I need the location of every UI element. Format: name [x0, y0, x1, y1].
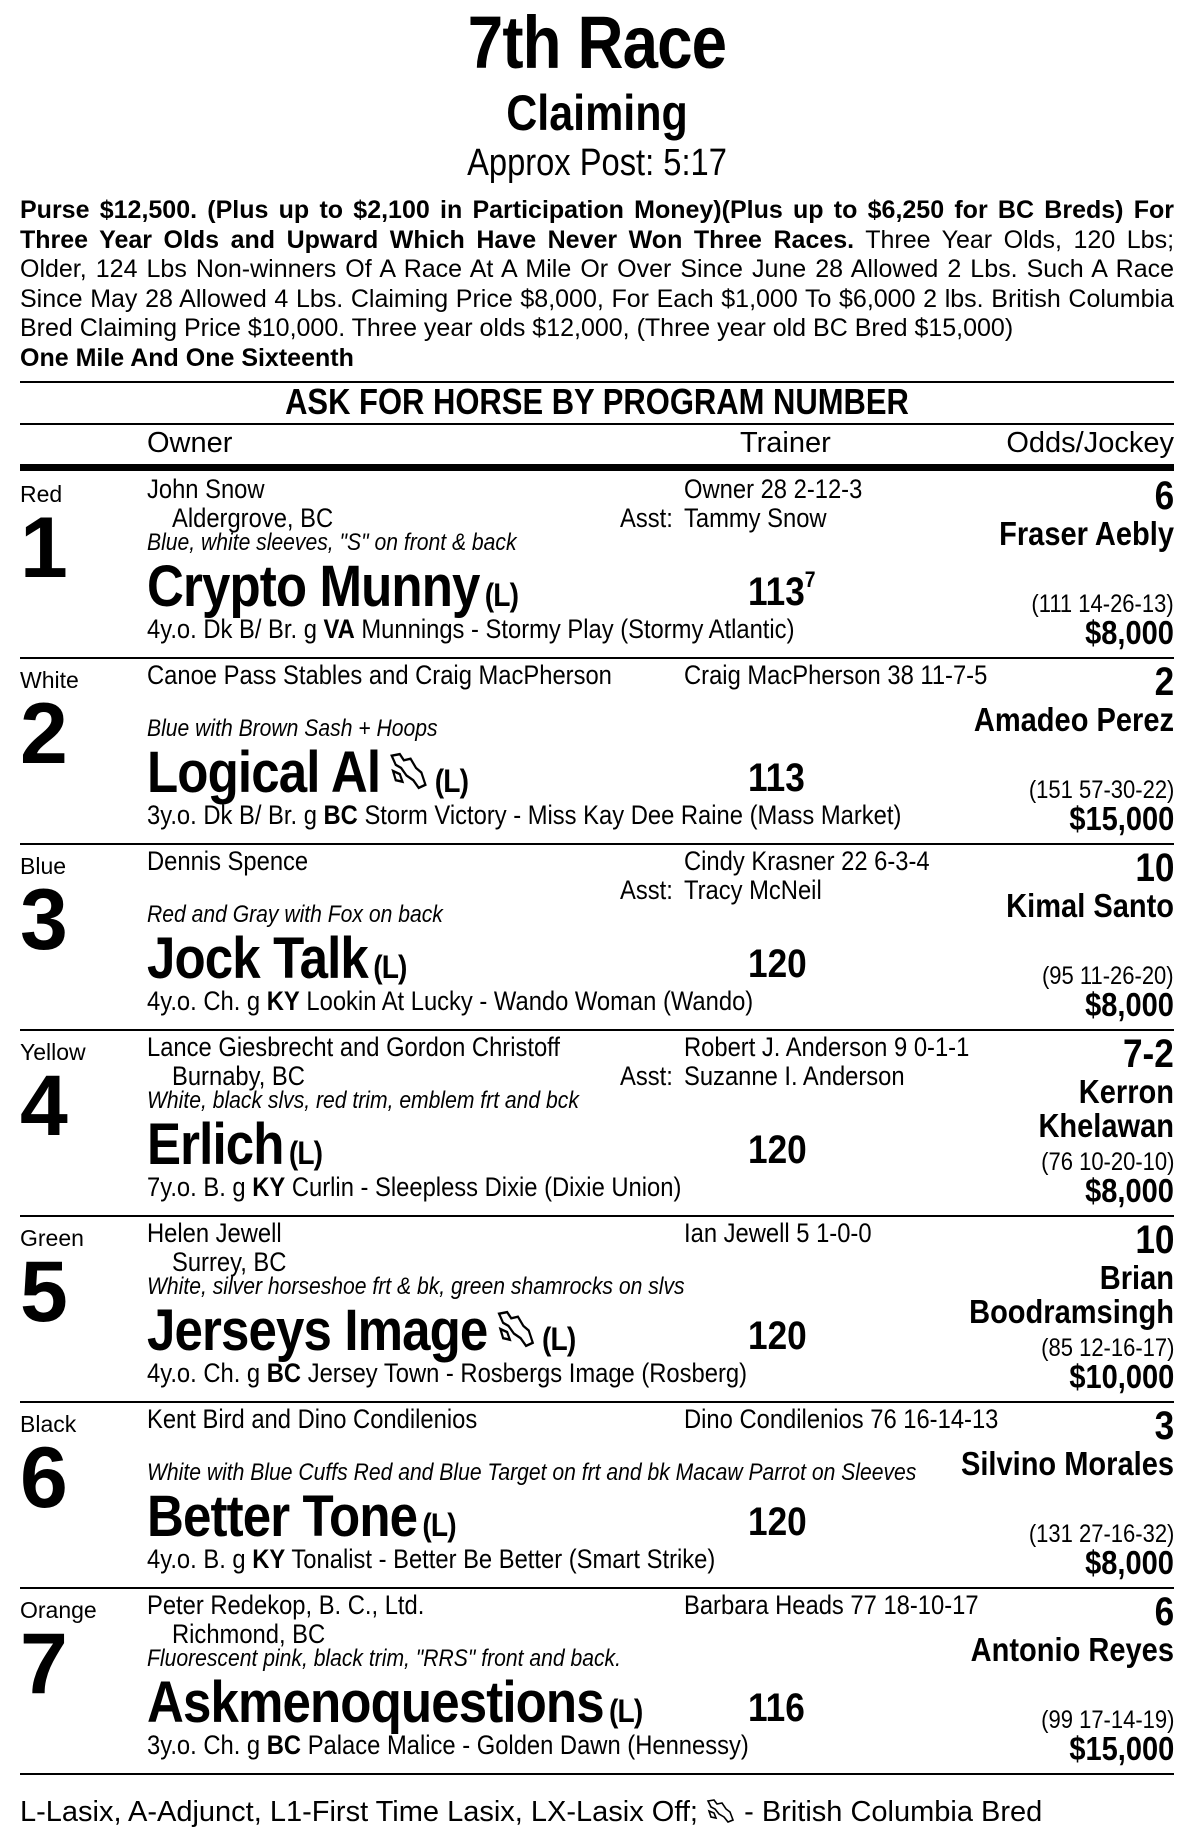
conditions-bold: Purse $12,500. (Plus up to $2,100 in Participation Money)(Plus up to $6,250 for BC Breds) For Three Year Olds and Upward Which Have Never Won Three Races. [20, 196, 1174, 254]
morning-line-odds: 10 [1134, 846, 1174, 890]
asst-label: Asst: [620, 503, 673, 533]
entry-row-3 [20, 843, 1174, 1029]
lasix-indicator: (L) [373, 949, 407, 985]
sire-dam: Lookin At Lucky - Wando Woman (Wando) [306, 986, 754, 1016]
sire-dam: Palace Malice - Golden Dawn (Hennessy) [307, 1730, 749, 1760]
jockey-name: Amadeo Perez [973, 701, 1174, 738]
silks-description: White, silver horseshoe frt & bk, green shamrocks on slvs [147, 1273, 685, 1300]
weight-value: 113 [748, 570, 805, 614]
race-type: Claiming [506, 85, 688, 141]
jockey-name: Antonio Reyes [970, 1631, 1174, 1668]
horse-name: Logical Al [147, 740, 381, 805]
sire-dam: Jersey Town - Rosbergs Image (Rosberg) [307, 1358, 747, 1388]
owner-name: John Snow [147, 474, 265, 504]
program-number: 3 [20, 872, 68, 968]
jockey-name: Silvino Morales [960, 1445, 1174, 1482]
owner-name: Canoe Pass Stables and Craig MacPherson [147, 660, 612, 690]
owner-location: Burnaby, BC [172, 1061, 305, 1091]
footer-legend [20, 1796, 1042, 1829]
trainer-column-header: Trainer [740, 427, 831, 459]
age-sex: 4y.o. Ch. g [147, 986, 261, 1016]
morning-line-odds: 7-2 [1123, 1032, 1174, 1076]
lasix-indicator: (L) [541, 1321, 576, 1357]
claiming-price: $15,000 [1069, 800, 1174, 837]
claiming-price: $8,000 [1085, 614, 1174, 651]
silks-description: Blue with Brown Sash + Hoops [147, 715, 438, 742]
pedigree [147, 986, 753, 1017]
entry-row-2 [20, 657, 1174, 843]
entry-row-4 [20, 1029, 1174, 1215]
weight [748, 753, 805, 801]
pedigree [147, 1172, 681, 1203]
age-sex: 4y.o. Dk B/ Br. g [147, 614, 317, 644]
bc-bred-icon [496, 1308, 536, 1350]
program-number: 6 [20, 1430, 68, 1526]
entry-row-6 [20, 1401, 1174, 1587]
silks-description: White with Blue Cuffs Red and Blue Target on frt and bk Macaw Parrot on Sleeves [147, 1459, 917, 1486]
owner-name: Peter Redekop, B. C., Ltd. [147, 1590, 425, 1620]
saddlecloth-color: Red [20, 481, 63, 507]
jockey-stats: (85 12-16-17) [1040, 1334, 1174, 1362]
sire-dam: Storm Victory - Miss Kay Dee Raine (Mass Market) [364, 800, 902, 830]
race-program-page [20, 0, 1174, 1831]
entry-row-5 [20, 1215, 1174, 1401]
foaling-state: BC [266, 1358, 302, 1388]
foaling-state: BC [323, 800, 358, 830]
horse-name-line [147, 739, 468, 806]
asst-label: Asst: [620, 1061, 673, 1091]
trainer-name: Cindy Krasner 22 6-3-4 [684, 846, 930, 876]
lasix-indicator: (L) [422, 1507, 456, 1543]
weight-value: 113 [748, 756, 805, 800]
claiming-price: $10,000 [1069, 1358, 1174, 1395]
weight [748, 1125, 807, 1173]
program-number: 1 [20, 500, 68, 596]
saddlecloth-color: Green [20, 1225, 84, 1251]
weight [748, 567, 816, 615]
trainer-name: Ian Jewell 5 1-0-0 [684, 1218, 872, 1248]
jockey-stats: (131 27-16-32) [1028, 1520, 1174, 1548]
foaling-state: KY [266, 986, 300, 1016]
asst-label: Asst: [620, 875, 673, 905]
horse-name-line [147, 1483, 456, 1550]
pedigree [147, 1544, 715, 1575]
jockey-stats: (151 57-30-22) [1028, 776, 1174, 804]
horse-name-line [147, 553, 518, 620]
age-sex: 3y.o. Ch. g [147, 1730, 261, 1760]
weight-value: 120 [748, 1500, 807, 1544]
jockey-stats: (95 11-26-20) [1042, 962, 1174, 990]
age-sex: 7y.o. B. g [147, 1172, 246, 1202]
owner-name: Lance Giesbrecht and Gordon Christoff [147, 1032, 560, 1062]
weight-value: 120 [748, 1128, 807, 1172]
pedigree [147, 1730, 749, 1761]
horse-name: Askmenoquestions [147, 1670, 604, 1735]
horse-name: Erlich [147, 1112, 284, 1177]
morning-line-odds: 2 [1154, 660, 1174, 704]
claiming-price: $8,000 [1085, 1172, 1174, 1209]
horse-name: Jock Talk [147, 926, 368, 991]
jockey-name: Fraser Aebly [999, 515, 1174, 552]
owner-name: Kent Bird and Dino Condilenios [147, 1404, 478, 1434]
trainer-name: Craig MacPherson 38 11-7-5 [684, 660, 988, 690]
saddlecloth-color: Yellow [20, 1039, 86, 1065]
owner-location: Surrey, BC [172, 1247, 287, 1277]
jockey-stats: (99 17-14-19) [1040, 1706, 1174, 1734]
owner-location: Aldergrove, BC [172, 503, 334, 533]
race-title: 7th Race [467, 1, 727, 84]
program-number: 7 [20, 1616, 68, 1712]
jockey-stats: (111 14-26-13) [1031, 590, 1174, 618]
weight-value: 116 [748, 1686, 805, 1730]
header-thick-rule [20, 464, 1174, 471]
foaling-state: KY [252, 1172, 286, 1202]
legend-text: L-Lasix, A-Adjunct, L1-First Time Lasix, LX-Lasix Off; [20, 1796, 698, 1828]
silks-description: Fluorescent pink, black trim, "RRS" front and back. [147, 1645, 621, 1672]
weight [748, 1497, 807, 1545]
silks-description: White, black slvs, red trim, emblem frt and bck [147, 1087, 579, 1114]
horse-name: Crypto Munny [147, 554, 480, 619]
divider [20, 423, 1174, 425]
legend-bc-text: - British Columbia Bred [744, 1796, 1043, 1828]
age-sex: 3y.o. Dk B/ Br. g [147, 800, 317, 830]
conditions-normal: Three Year Olds, 120 Lbs; Older, 124 Lbs Non-winners Of A Race At A Mile Or Over Since June 28 Allowed 2 Lbs. Such A Race Since May 28 Allowed 4 Lbs. Claiming Price $8,000, For Each $1,000 To $6,000 2 lbs. British Columbia Bred Claiming Price $10,000. Three year olds $12,000, (Three year old BC Bred $15,000) [20, 225, 1175, 342]
saddlecloth-color: White [20, 667, 79, 693]
owner-name: Helen Jewell [147, 1218, 282, 1248]
pedigree [147, 1358, 747, 1389]
race-distance: One Mile And One Sixteenth [20, 343, 354, 372]
owner-name: Dennis Spence [147, 846, 309, 876]
pedigree [147, 614, 794, 645]
saddlecloth-color: Black [20, 1411, 77, 1437]
sire-dam: Tonalist - Better Be Better (Smart Strike) [291, 1544, 716, 1574]
foaling-state: BC [266, 1730, 302, 1760]
trainer-name: Dino Condilenios 76 16-14-13 [684, 1404, 999, 1434]
pedigree [147, 800, 901, 831]
foaling-state: VA [323, 614, 355, 644]
assistant-trainer: Suzanne I. Anderson [684, 1061, 905, 1091]
horse-name-line [147, 925, 407, 992]
weight [748, 1683, 805, 1731]
program-number: 4 [20, 1058, 68, 1154]
trainer-name: Owner 28 2-12-3 [684, 474, 863, 504]
trainer-name: Robert J. Anderson 9 0-1-1 [684, 1032, 970, 1062]
lasix-indicator: (L) [484, 577, 519, 613]
jockey-name: Kerron Khelawan [1038, 1073, 1174, 1144]
weight-value: 120 [748, 942, 807, 986]
horse-name: Jerseys Image [147, 1298, 488, 1363]
lasix-indicator: (L) [434, 763, 469, 799]
saddlecloth-color: Orange [20, 1597, 97, 1623]
sire-dam: Curlin - Sleepless Dixie (Dixie Union) [291, 1172, 682, 1202]
jockey-stats: (76 10-20-10) [1040, 1148, 1174, 1176]
claiming-price: $15,000 [1069, 1730, 1174, 1767]
morning-line-odds: 10 [1134, 1218, 1174, 1262]
program-number: 5 [20, 1244, 68, 1340]
sire-dam: Munnings - Stormy Play (Stormy Atlantic) [361, 614, 795, 644]
lasix-indicator: (L) [609, 1693, 643, 1729]
foaling-state: KY [252, 1544, 286, 1574]
program-number: 2 [20, 686, 68, 782]
claiming-price: $8,000 [1085, 986, 1174, 1023]
lasix-indicator: (L) [288, 1135, 323, 1171]
trainer-name: Barbara Heads 77 18-10-17 [684, 1590, 979, 1620]
horse-name: Better Tone [147, 1484, 418, 1549]
horse-name-line [147, 1669, 642, 1736]
entry-divider [20, 1773, 1174, 1775]
assistant-trainer: Tracy McNeil [684, 875, 822, 905]
horse-name-line [147, 1297, 575, 1364]
owner-column-header: Owner [147, 427, 233, 459]
age-sex: 4y.o. Ch. g [147, 1358, 261, 1388]
owner-location: Richmond, BC [172, 1619, 326, 1649]
bc-bred-icon [389, 750, 429, 792]
morning-line-odds: 6 [1154, 1590, 1174, 1634]
race-conditions [20, 196, 1174, 373]
assistant-trainer: Tammy Snow [684, 503, 827, 533]
entry-row-1 [20, 471, 1174, 657]
ask-banner: ASK FOR HORSE BY PROGRAM NUMBER [285, 381, 909, 422]
jockey-name: Brian Boodramsingh [969, 1259, 1174, 1330]
bc-bred-icon [706, 1798, 736, 1824]
saddlecloth-color: Blue [20, 853, 67, 879]
odds-jockey-column-header: Odds/Jockey [1006, 427, 1174, 459]
jockey-name: Kimal Santo [1006, 887, 1174, 924]
age-sex: 4y.o. B. g [147, 1544, 246, 1574]
weight-value: 120 [748, 1314, 807, 1358]
morning-line-odds: 3 [1154, 1404, 1174, 1448]
silks-description: Blue, white sleeves, "S" on front & back [147, 529, 517, 556]
horse-name-line [147, 1111, 322, 1178]
post-time: Approx Post: 5:17 [467, 142, 727, 184]
entry-row-7 [20, 1587, 1174, 1773]
morning-line-odds: 6 [1154, 474, 1174, 518]
claiming-price: $8,000 [1085, 1544, 1174, 1581]
weight [748, 1311, 807, 1359]
weight [748, 939, 807, 987]
weight-allowance: 7 [804, 567, 816, 592]
silks-description: Red and Gray with Fox on back [147, 901, 443, 928]
